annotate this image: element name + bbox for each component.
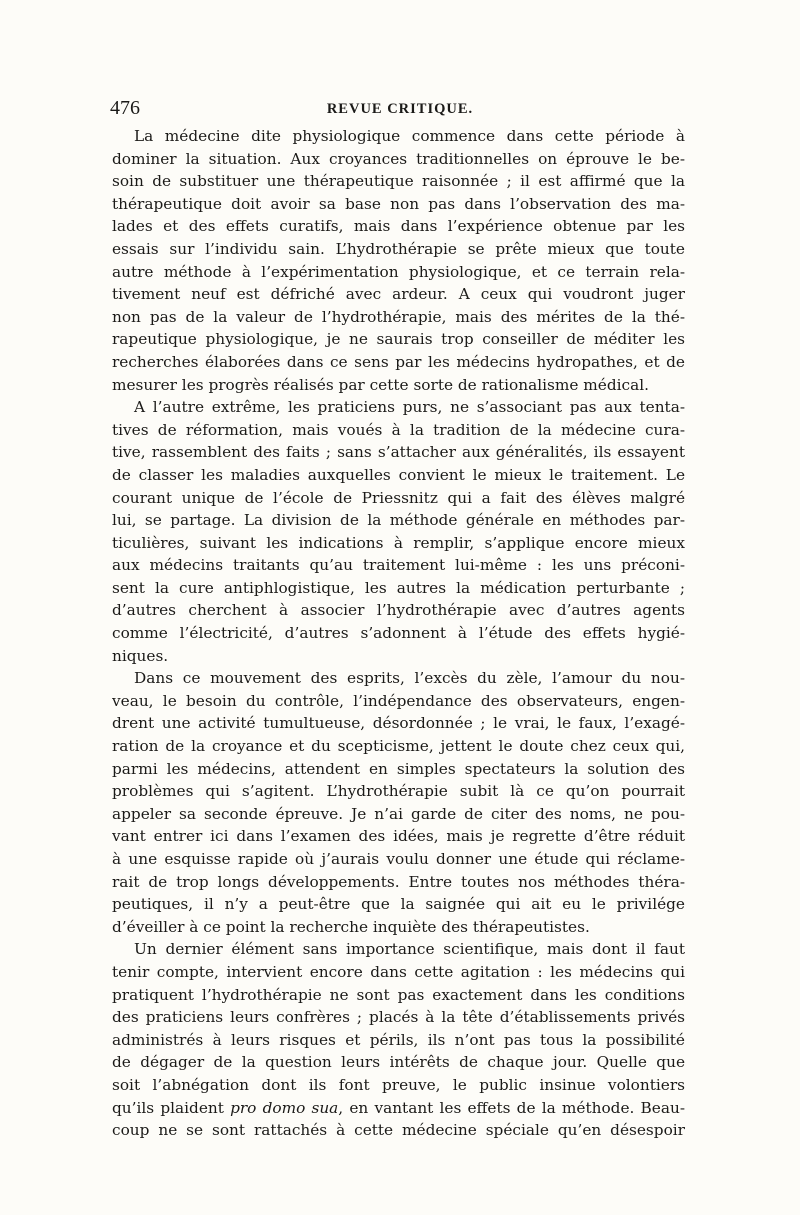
text-line: A l’autre extrême, les praticiens purs, ne s’associant pas aux tenta- [134, 398, 685, 417]
text-line: mesurer les progrès réalisés par cette sorte de rationalisme médical. [112, 375, 649, 394]
text-line: Un dernier élément sans importance scientifique, mais dont il faut [134, 940, 685, 959]
text-line: soit l’abnégation dont ils font preuve, le public insinue volontiers [112, 1075, 685, 1094]
text-line: d’autres cherchent à associer l’hydrothérapie avec d’autres agents [112, 601, 685, 620]
text-line: administrés à leurs risques et périls, ils n’ont pas tous la possibilité [112, 1030, 685, 1049]
text-line: niques. [112, 646, 169, 665]
text-line: Dans ce mouvement des esprits, l’excès du zèle, l’amour du nou- [134, 669, 685, 688]
text-line-italic-phrase [112, 1097, 685, 1120]
text-line: veau, le besoin du contrôle, l’indépendance des observateurs, engen- [112, 691, 685, 710]
text-line: aux médecins traitants qu’au traitement lui-même : les uns préconi- [112, 556, 685, 575]
text-line: à une esquisse rapide où j’aurais voulu donner une étude qui réclame- [112, 850, 685, 868]
text-line: rapeutique physiologique, je ne saurais trop conseiller de méditer les [112, 330, 685, 349]
body-text [112, 125, 685, 1142]
text-line: non pas de la valeur de l’hydrothérapie, mais des mérites de la thé- [112, 307, 685, 326]
text-line: lui, se partage. La division de la méthode générale en méthodes par- [112, 511, 685, 530]
text-line: courant unique de l’école de Priessnitz qui a fait des élèves malgré [112, 488, 685, 507]
text-line: tive, rassemblent des faits ; sans s’attacher aux généralités, ils essayent [112, 443, 685, 462]
text-line: La médecine dite physiologique commence dans cette période à [134, 127, 685, 145]
text-line: recherches élaborées dans ce sens par les médecins hydropathes, et de [112, 352, 685, 371]
text-line: soin de substituer une thérapeutique raisonnée ; il est affirmé que la [112, 172, 685, 191]
text-line: d’éveiller à ce point la recherche inquiète des thérapeutistes. [112, 917, 590, 936]
text-line: tivement neuf est défriché avec ardeur. A ceux qui voudront juger [112, 285, 685, 304]
text-line: vant entrer ici dans l’examen des idées, mais je regrette d’être réduit [112, 827, 685, 846]
text-line: tenir compte, intervient encore dans cette agitation : les médecins qui [112, 962, 685, 981]
text-line: dominer la situation. Aux croyances traditionnelles on éprouve le be- [112, 149, 685, 168]
text-line: des praticiens leurs confrères ; placés à la tête d’établissements privés [112, 1008, 685, 1027]
text-line: rait de trop longs développements. Entre toutes nos méthodes théra- [112, 872, 685, 891]
text-line: peutiques, il n’y a peut-être que la saignée qui ait eu le privilége [112, 895, 685, 914]
text-line: pratiquent l’hydrothérapie ne sont pas exactement dans les conditions [112, 985, 685, 1004]
text-line: drent une activité tumultueuse, désordonnée ; le vrai, le faux, l’exagé- [112, 714, 685, 733]
text-line: autre méthode à l’expérimentation physiologique, et ce terrain rela- [112, 262, 685, 281]
page-header [110, 97, 690, 123]
page-number: 476 [110, 97, 140, 119]
text-line: essais sur l’individu sain. L’hydrothérapie se prête mieux que toute [112, 239, 685, 258]
text-line: problèmes qui s’agitent. L’hydrothérapie subit là ce qu’on pourrait [112, 782, 685, 801]
running-title: REVUE CRITIQUE. [326, 101, 474, 117]
text-line: sent la cure antiphlogistique, les autres la médication perturbante ; [112, 578, 685, 597]
text-line: ration de la croyance et du scepticisme, jettent le doute chez ceux qui, [112, 737, 685, 756]
text-line: tives de réformation, mais voués à la tradition de la médecine cura- [112, 420, 685, 439]
text-line: appeler sa seconde épreuve. Je n’ai garde de citer des noms, ne pou- [112, 804, 685, 823]
text-line: thérapeutique doit avoir sa base non pas dans l’observation des ma- [112, 194, 685, 213]
text-run: qu’ils plaident [112, 1098, 231, 1117]
text-line: de classer les maladies auxquelles convient le mieux le traitement. Le [112, 465, 685, 484]
italic-phrase: pro domo sua [230, 1098, 339, 1117]
text-line: coup ne se sont rattachés à cette médecine spéciale qu’en désespoir [112, 1121, 685, 1140]
text-line: parmi les médecins, attendent en simples spectateurs la solution des [112, 759, 685, 778]
text-line: lades et des effets curatifs, mais dans l’expérience obtenue par les [112, 217, 685, 236]
text-line: de dégager de la question leurs intérêts de chaque jour. Quelle que [112, 1053, 685, 1072]
text-run: , en vantant les effets de la méthode. Beau- [338, 1098, 685, 1117]
text-line: ticulières, suivant les indications à remplir, s’applique encore mieux [112, 533, 685, 552]
text-line: comme l’électricité, d’autres s’adonnent à l’étude des effets hygié- [112, 624, 685, 643]
